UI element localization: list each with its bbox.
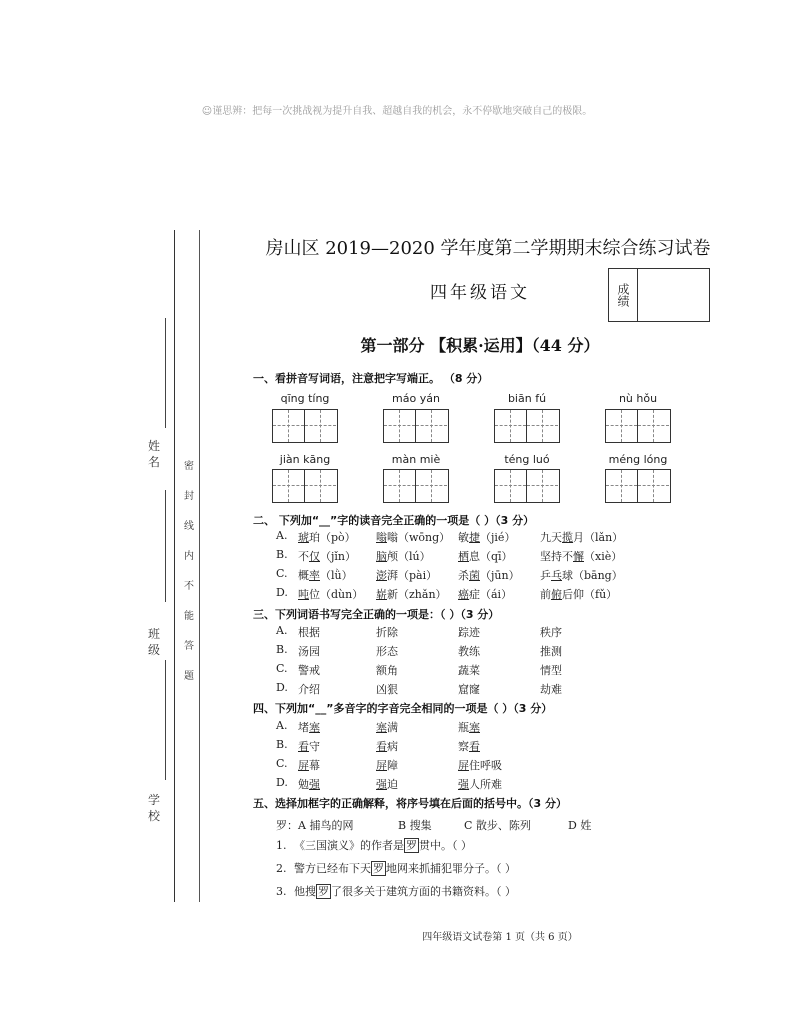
score-label: 成绩 (609, 269, 638, 321)
word-part: 湃 (387, 569, 398, 582)
option-word (458, 586, 512, 602)
item-number: 2. (276, 862, 287, 875)
sentence-part: 了很多关于建筑方面的书籍资料。（ ） (331, 885, 516, 898)
word-part: 住呼吸 (469, 759, 502, 772)
word-part: 乒 (540, 569, 551, 582)
option-word (376, 757, 398, 773)
option-word: 根据 (298, 626, 320, 639)
pinyin-annotation: （qī） (480, 550, 513, 563)
option-word (540, 548, 622, 564)
motto-header: ☺谨思辨：把每一次挑战视为提升自我、超越自我的机会，永不停歇地突破自己的极限。 (201, 106, 593, 117)
definition: A 捕鸟的网 (298, 819, 354, 832)
word-part: 月 (573, 531, 584, 544)
option-word (376, 567, 437, 583)
pinyin-annotation: （zhǎn） (398, 588, 447, 601)
seal-char: 不 (184, 581, 194, 592)
pinyin-annotation: （lú） (398, 550, 431, 563)
option-word (298, 548, 356, 564)
school-blank-line (165, 660, 166, 780)
pinyin-annotation: （pài） (398, 569, 438, 582)
school-label: 学校 (148, 793, 161, 823)
option-word (298, 757, 320, 773)
option-letter: A. (276, 529, 288, 542)
q2-title: 二、 下列加“__”字的读音完全正确的一项是（ ）（3 分） (253, 514, 535, 527)
writing-grid[interactable] (272, 469, 338, 503)
word-part: 位 (309, 588, 320, 601)
option-word (540, 586, 617, 602)
word-part: 迫 (387, 778, 398, 791)
part-title: 第一部分 【积累·运用】（44 分） (360, 336, 600, 355)
option-letter: A. (276, 719, 288, 732)
option-letter: C. (276, 662, 288, 675)
underlined-char: 琥 (298, 531, 309, 544)
word-part: 后仰 (562, 588, 584, 601)
underlined-char: 俯 (551, 588, 562, 601)
pinyin-annotation: （lǎn） (584, 531, 624, 544)
word-part: 病 (387, 740, 398, 753)
writing-grid[interactable] (383, 409, 449, 443)
binding-line-inner (199, 230, 200, 902)
option-word: 折除 (376, 626, 398, 639)
option-word (540, 529, 623, 545)
option-word: 汤园 (298, 645, 320, 658)
word-part: 珀 (309, 531, 320, 544)
seal-line-text (182, 452, 196, 692)
option-word (376, 738, 398, 754)
q5-title: 五、选择加框字的正确解释，将序号填在后面的括号中。（3 分） (253, 797, 567, 810)
word-part: 球 (562, 569, 573, 582)
option-letter: B. (276, 738, 288, 751)
sentence-part: 警方已经布下天 (290, 862, 371, 875)
boxed-char: 罗 (318, 885, 329, 898)
writing-grid[interactable] (605, 469, 671, 503)
option-letter: B. (276, 643, 288, 656)
q5-sentence (276, 860, 516, 876)
option-word (458, 548, 513, 564)
writing-grid[interactable] (494, 469, 560, 503)
writing-grid[interactable] (605, 409, 671, 443)
underlined-char: 仅 (309, 550, 320, 563)
underlined-char: 强 (458, 778, 469, 791)
seal-char: 内 (184, 551, 194, 562)
underlined-char: 屏 (298, 759, 309, 772)
pinyin-label: màn miè (391, 453, 441, 466)
word-part: 概 (298, 569, 309, 582)
pinyin-annotation: （pò） (320, 531, 356, 544)
word-part: 人所难 (469, 778, 502, 791)
writing-grid[interactable] (494, 409, 560, 443)
option-letter: C. (276, 757, 288, 770)
pinyin-annotation: （jǐn） (320, 550, 357, 563)
seal-char: 能 (184, 611, 194, 622)
word-part: 坚持不 (540, 550, 573, 563)
underlined-char: 强 (309, 778, 320, 791)
option-word (298, 776, 320, 792)
option-word: 教练 (458, 645, 480, 658)
seal-char: 线 (184, 521, 194, 532)
pinyin-label: téng luó (504, 453, 550, 466)
underlined-char: 懈 (573, 550, 584, 563)
exam-subtitle: 四年级语文 (430, 283, 530, 303)
exam-title: 房山区 2019—2020 学年度第二学期期末综合练习试卷 (265, 238, 711, 259)
underlined-char: 捷 (469, 531, 480, 544)
underlined-char: 看 (376, 740, 387, 753)
word-part: 颅 (387, 550, 398, 563)
sentence-part: 地网来抓捕犯罪分子。（ ） (386, 862, 516, 875)
writing-grid[interactable] (383, 469, 449, 503)
underlined-char: 塞 (469, 721, 480, 734)
underlined-char: 塞 (309, 721, 320, 734)
option-word (376, 719, 398, 735)
option-letter: A. (276, 624, 288, 637)
boxed-char: 罗 (406, 839, 417, 852)
underlined-char: 吨 (298, 588, 309, 601)
class-label: 班级 (148, 627, 161, 657)
option-word (298, 719, 320, 735)
word-part: 障 (387, 759, 398, 772)
underlined-char: 看 (469, 740, 480, 753)
option-word: 秩序 (540, 626, 562, 639)
q1-title: 一、看拼音写词语，注意把字写端正。 （8 分） (253, 372, 489, 385)
option-word: 蔬菜 (458, 664, 480, 677)
pinyin-label: máo yán (392, 392, 440, 405)
q3-title: 三、下列词语书写完全正确的一项是：（ ）（3 分） (253, 608, 500, 621)
pinyin-annotation: （jūn） (480, 569, 520, 582)
option-word (298, 567, 353, 583)
name-blank-line (165, 318, 166, 428)
definition: D 姓 (568, 819, 592, 832)
item-number: 3. (276, 885, 287, 898)
option-word: 额角 (376, 664, 398, 677)
option-word (458, 776, 502, 792)
word-part: 勉 (298, 778, 309, 791)
underlined-char: 看 (298, 740, 309, 753)
underlined-char: 率 (309, 569, 320, 582)
option-word (298, 738, 320, 754)
pinyin-label: qīng tíng (280, 392, 330, 405)
pinyin-label: méng lóng (608, 453, 668, 466)
pinyin-annotation: （lǜ） (320, 569, 353, 582)
pinyin-annotation: （fǔ） (584, 588, 618, 601)
option-word: 介绍 (298, 683, 320, 696)
option-word (376, 586, 447, 602)
score-box[interactable] (608, 268, 710, 322)
class-blank-line (165, 490, 166, 602)
option-word (458, 567, 520, 583)
definition: C 散步、陈列 (464, 819, 531, 832)
option-word (540, 567, 623, 583)
pinyin-label: nù hǒu (618, 392, 658, 405)
underlined-char: 塞 (376, 721, 387, 734)
boxed-char: 罗 (373, 862, 384, 875)
option-word: 推测 (540, 645, 562, 658)
binding-line-outer (174, 230, 175, 902)
pinyin-label: biān fú (507, 392, 547, 405)
word-part: 九天 (540, 531, 562, 544)
option-word (458, 719, 480, 735)
word-part: 息 (469, 550, 480, 563)
def-char: 罗： (276, 819, 298, 832)
word-part: 守 (309, 740, 320, 753)
option-letter: D. (276, 776, 288, 789)
underlined-char: 屏 (458, 759, 469, 772)
underlined-char: 澎 (376, 569, 387, 582)
option-word: 形态 (376, 645, 398, 658)
pinyin-annotation: （dùn） (320, 588, 364, 601)
name-label: 姓名 (148, 439, 161, 469)
underlined-char: 崭 (376, 588, 387, 601)
word-part: 满 (387, 721, 398, 734)
page-footer: 四年级语文试卷第 1 页（共 6 页） (422, 932, 578, 943)
word-part: 幕 (309, 759, 320, 772)
seal-char: 密 (184, 461, 194, 472)
q5-sentence (276, 883, 516, 899)
word-part: 杀 (458, 569, 469, 582)
option-letter: B. (276, 548, 288, 561)
pinyin-annotation: （bāng） (573, 569, 623, 582)
option-word: 劫难 (540, 683, 562, 696)
pinyin-label: jiàn kāng (279, 453, 331, 466)
option-word: 情型 (540, 664, 562, 677)
underlined-char: 栖 (458, 550, 469, 563)
sentence-part: 他搜 (290, 885, 316, 898)
underlined-char: 嗡 (376, 531, 387, 544)
option-word (458, 738, 480, 754)
word-part: 敏 (458, 531, 469, 544)
option-letter: D. (276, 586, 288, 599)
word-part: 堵 (298, 721, 309, 734)
word-part: 前 (540, 588, 551, 601)
q5-sentence (276, 837, 472, 853)
word-part: 症 (469, 588, 480, 601)
underlined-char: 脑 (376, 550, 387, 563)
sentence-part: 贯中。（ ） (419, 839, 472, 852)
underlined-char: 癌 (458, 588, 469, 601)
word-part: 察 (458, 740, 469, 753)
word-part: 嗡 (387, 531, 398, 544)
word-part: 新 (387, 588, 398, 601)
seal-char: 封 (184, 491, 194, 502)
option-word: 凶狠 (376, 683, 398, 696)
option-word (458, 529, 515, 545)
option-letter: D. (276, 681, 288, 694)
writing-grid[interactable] (272, 409, 338, 443)
pinyin-annotation: （ái） (480, 588, 513, 601)
item-number: 1. (276, 839, 287, 852)
underlined-char: 菌 (469, 569, 480, 582)
seal-char: 答 (184, 641, 194, 652)
option-word (458, 757, 502, 773)
pinyin-annotation: （wōng） (398, 531, 451, 544)
underlined-char: 乓 (551, 569, 562, 582)
underlined-char: 屏 (376, 759, 387, 772)
underlined-char: 揽 (562, 531, 573, 544)
q4-title: 四、下列加“__”多音字的字音完全相同的一项是（ ）（3 分） (253, 702, 553, 715)
q5-definitions (276, 817, 353, 833)
pinyin-annotation: （xiè） (584, 550, 623, 563)
option-word (298, 586, 363, 602)
option-word (376, 776, 398, 792)
word-part: 不 (298, 550, 309, 563)
option-word (376, 548, 431, 564)
option-word: 踪迹 (458, 626, 480, 639)
option-word (298, 529, 356, 545)
option-word: 警戒 (298, 664, 320, 677)
pinyin-annotation: （jié） (480, 531, 516, 544)
option-word (376, 529, 450, 545)
definition: B 搜集 (398, 819, 432, 832)
word-part: 瓶 (458, 721, 469, 734)
option-word: 窟窿 (458, 683, 480, 696)
sentence-part: 《三国演义》的作者是 (290, 839, 404, 852)
option-letter: C. (276, 567, 288, 580)
seal-char: 题 (184, 671, 194, 682)
underlined-char: 强 (376, 778, 387, 791)
